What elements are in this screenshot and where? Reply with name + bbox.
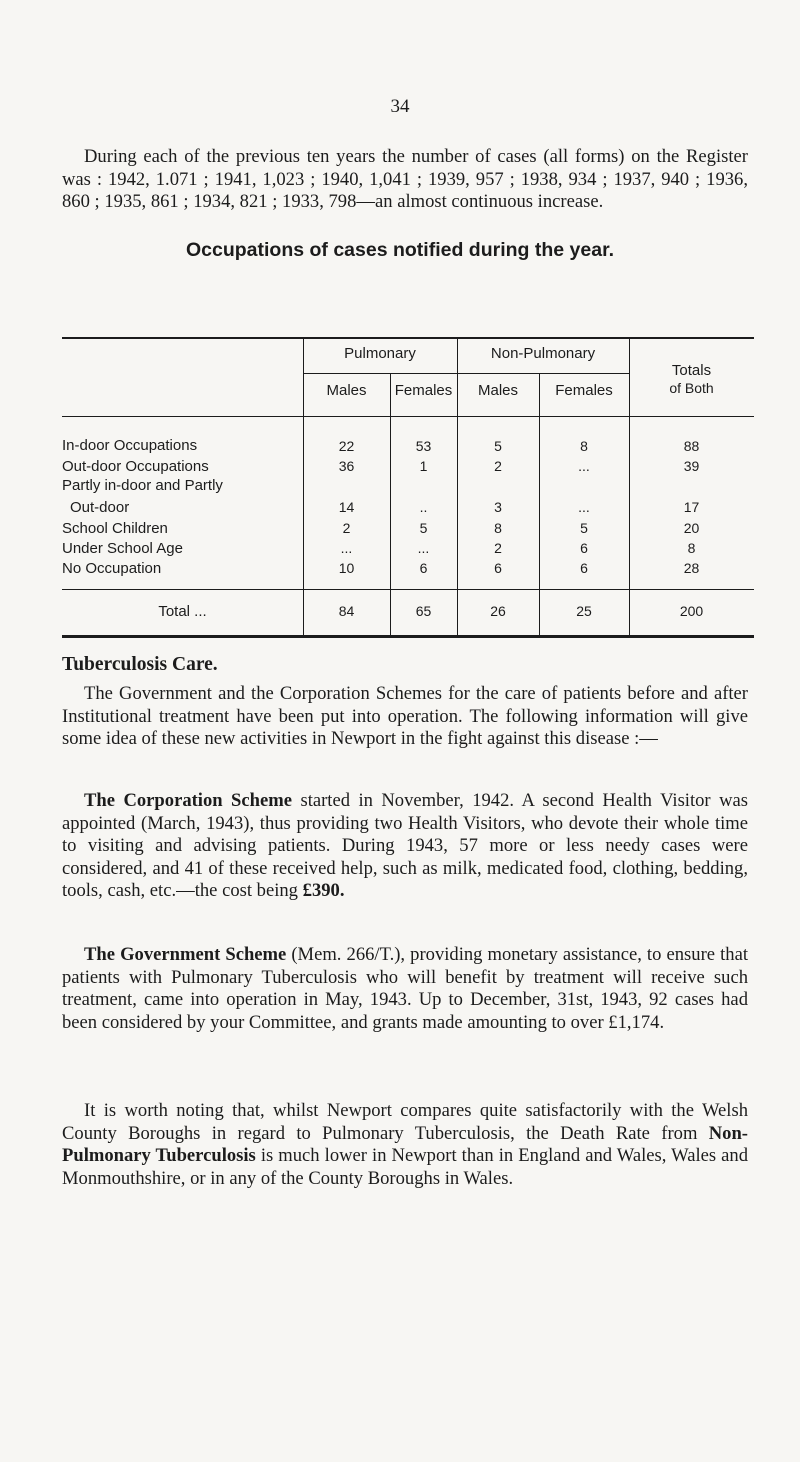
total-cell: 25 xyxy=(576,603,592,619)
table-bottom-rule xyxy=(62,635,754,638)
table-cell: 5 xyxy=(580,520,588,536)
table-cell: 1 xyxy=(419,458,428,474)
row-label: In-door Occupations xyxy=(62,437,198,454)
header-bottom-rule xyxy=(62,416,754,417)
table-cell: 6 xyxy=(580,540,588,556)
table-cell: ... xyxy=(417,540,430,556)
subheader-nonpulmonary-females: Females xyxy=(555,382,613,399)
total-cell: 26 xyxy=(490,603,506,619)
table-top-rule xyxy=(62,337,754,339)
table-cell: 53 xyxy=(415,438,432,454)
table-cell: 22 xyxy=(338,438,355,454)
table-cell: 3 xyxy=(494,499,502,515)
table-cell: ... xyxy=(340,540,353,556)
table-cell: 6 xyxy=(494,560,502,576)
table-cell: 20 xyxy=(683,520,700,536)
total-cell: 65 xyxy=(415,603,432,619)
row-label-continued: Out-door xyxy=(70,499,130,516)
subheader-pulmonary-females: Females xyxy=(394,382,453,399)
table-cell: 88 xyxy=(683,438,700,454)
total-cell: 200 xyxy=(679,603,704,619)
row-label: School Children xyxy=(62,520,168,537)
subheader-pulmonary-males: Males xyxy=(326,382,367,399)
corporation-body: started in November, 1942. A second Health Visitor was appointed (March, 1943), thus providing two Health Visitors, who devote their whole time to visiting and advising patients. During 1943, 57 more or less needy cases were considered, and 41 of these received help, such as milk, medicated food, clothing, bedding, tools, cash, etc.—the cost being xyxy=(62,790,748,901)
table-cell: 39 xyxy=(683,458,700,474)
closing-bold: Non-Pulmonary Tuberculosis xyxy=(62,1122,748,1166)
table-cell: ... xyxy=(578,458,590,474)
table-heading: Occupations of cases notified during the year. xyxy=(185,239,614,261)
subheader-rule xyxy=(303,373,629,374)
care-title: Tuberculosis Care. xyxy=(62,654,218,675)
corporation-cost: £390. xyxy=(302,880,345,901)
occupations-table xyxy=(62,337,754,639)
subheader-nonpulmonary-males: Males xyxy=(477,382,518,399)
total-label: Total ... xyxy=(158,603,207,620)
row-label: Partly in-door and Partly xyxy=(62,477,223,494)
table-cell: 8 xyxy=(494,520,502,536)
closing-part2: is much lower in Newport than in England and Wales, Wales and Monmouthshire, or in any of the County Boroughs in Wales. xyxy=(62,1145,748,1189)
government-paragraph xyxy=(62,944,748,1034)
closing-paragraph xyxy=(62,1100,748,1190)
table-cell: ... xyxy=(578,499,590,515)
row-label: Out-door Occupations xyxy=(62,458,209,475)
government-lead: The Government Scheme xyxy=(84,944,287,965)
table-cell: 17 xyxy=(683,499,700,515)
table-cell: 5 xyxy=(494,438,502,454)
table-cell: 2 xyxy=(494,458,502,474)
table-cell: 8 xyxy=(687,540,696,556)
header-of-both: of Both xyxy=(669,380,714,396)
intro-paragraph: During each of the previous ten years the number of cases (all forms) on the Register was : 1942, 1.071 ; 1941, 1,023 ; 1940, 1,041 ; 1939, 957 ; 1938, 934 ; 1937, 940 ; 1936, 860 ; 1935, 861 ; 1934, 821 ; 1933, 798—an almost continuous increase. xyxy=(62,146,748,212)
table-cell: 2 xyxy=(494,540,502,556)
table-cell: 6 xyxy=(580,560,588,576)
corporation-paragraph xyxy=(62,790,748,903)
total-top-rule xyxy=(62,589,754,590)
row-label: No Occupation xyxy=(62,560,162,577)
corporation-lead: The Corporation Scheme xyxy=(84,790,292,811)
table-cell: 6 xyxy=(419,560,428,576)
total-cell: 84 xyxy=(338,603,355,619)
header-non-pulmonary: Non-Pulmonary xyxy=(490,345,596,362)
government-body: (Mem. 266/T.), providing monetary assistance, to ensure that patients with Pulmonary Tuberculosis who will benefit by treatment will receive such treatment, came into operation in May, 1943. Up to December, 31st, 1943, 92 cases had been considered by your Committee, and grants made amounting to over £1,174. xyxy=(62,944,748,1033)
table-cell: 8 xyxy=(580,438,588,454)
header-totals: Totals xyxy=(671,362,712,379)
table-cell: 10 xyxy=(338,560,355,576)
table-cell: 28 xyxy=(683,560,700,576)
closing-part1: It is worth noting that, whilst Newport compares quite satisfactorily with the Welsh County Boroughs in regard to Pulmonary Tuberculosis, the Death Rate from xyxy=(62,1100,748,1144)
table-cell: 2 xyxy=(342,520,351,536)
page-number: 34 xyxy=(390,96,410,117)
table-cell: 36 xyxy=(338,458,355,474)
care-paragraph: The Government and the Corporation Schemes for the care of patients before and after Institutional treatment have been put into operation. The following information will give some idea of these new activities in Newport in the fight against this disease :— xyxy=(62,683,748,749)
header-pulmonary: Pulmonary xyxy=(344,345,416,362)
row-label: Under School Age xyxy=(62,540,183,557)
table-cell: .. xyxy=(419,499,428,515)
table-cell: 5 xyxy=(419,520,428,536)
table-cell: 14 xyxy=(338,499,355,515)
